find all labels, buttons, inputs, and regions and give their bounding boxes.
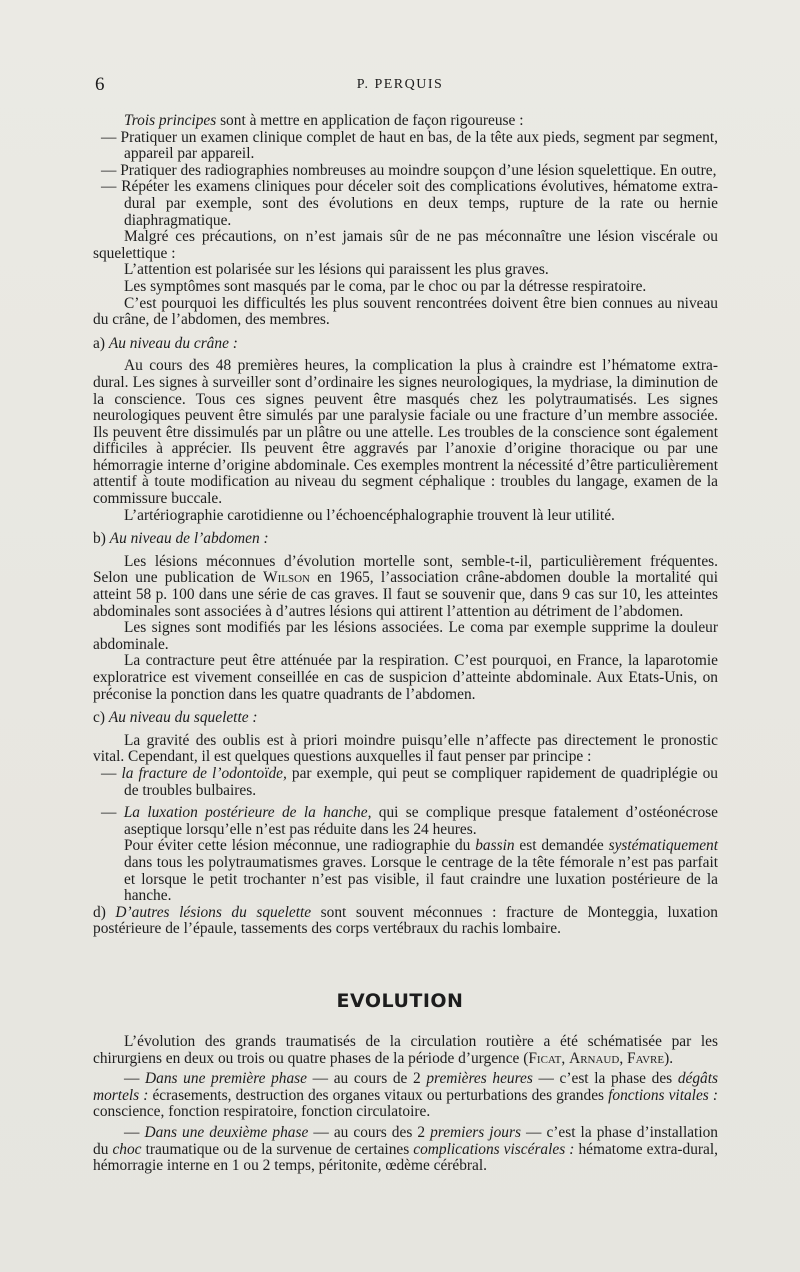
paragraph: Les lésions méconnues d’évolution mortelle sont, semble-t-il, particulièrement fréquentes. Selon une publication de Wilson en 1965, l’association crâne-abdomen double la mortalité qui atteint 58 p. 100 dans une série de cas graves. Il faut se souvenir que, dans 9 cas sur 10, les atteintes abdominales sont associées à d’autres lésions qui attirent l’attention au détriment de l’abdomen. (93, 552, 718, 620)
principle-3: — Répéter les examens cliniques pour déceler soit des complications évolutives, hématome extra-dural par exemple, sont des évolutions en deux temps, rupture de la rate ou hernie diaphragmatique. (101, 178, 718, 229)
section-heading-crane: a) Au niveau du crâne : (93, 334, 238, 352)
principle-1: — Pratiquer un examen clinique complet de haut en bas, de la tête aux pieds, segment par segment, appareil par appareil. (101, 128, 718, 163)
paragraph: L’évolution des grands traumatisés de la circulation routière a été schématisée par les chirurgiens en deux ou trois ou quatre phases de la période d’urgence (Ficat, Arnaud, Favre). (93, 1033, 718, 1067)
phase-1: — Dans une première phase — au cours de 2 premières heures — c’est la phase des dégâts mortels : écrasements, destruction des organes vitaux ou perturbations des grandes fonctions vitales : conscience, fonction respiratoire, fonction circulatoire. (93, 1070, 719, 1121)
paragraph: Au cours des 48 premières heures, la complication la plus à craindre est l’hématome extra-dural. Les signes à surveiller sont d’ordinaire les signes neurologiques, la mydriase, la diminution de la conscience. Tous ces signes peuvent être masqués chez les polytraumatisés. Les signes neurologiques peuvent être simulés par une paralysie faciale ou une fracture d’un membre associée. Ils peuvent être dissimulés par un plâtre ou une attelle. Les troubles de la conscience sont également difficiles à apprécier. Ils peuvent être aggravés par l’anoxie d’origine thoracique ou par une hémorragie interne d’origine abdominale. Ces exemples montrent la nécessité d’être particulièrement attentif à toute modification au niveau du segment céphalique : troubles du langage, examen de la commissure buccale. (93, 357, 718, 508)
section-heading-abdomen: b) Au niveau de l’abdomen : (93, 530, 269, 548)
paragraph: La gravité des oublis est à priori moindre puisqu’elle n’affecte pas directement le pronostic vital. Cependant, il est quelques questions auxquelles il faut penser par principe : (93, 731, 718, 766)
paragraph: L’artériographie carotidienne ou l’échoencéphalographie trouvent là leur utilité. (124, 506, 615, 524)
principles-intro: Trois principes sont à mettre en application de façon rigoureuse : (124, 112, 524, 129)
paragraph: Les symptômes sont masqués par le coma, par le choc ou par la détresse respiratoire. (124, 277, 647, 295)
phase-2: — Dans une deuxième phase — au cours des 2 premiers jours — c’est la phase d’installation du choc traumatique ou de la survenue de certaines complications viscérales : hématome extra-dural, hémorragie interne en 1 ou 2 temps, péritonite, œdème cérébral. (93, 1123, 719, 1175)
upper-text-block (93, 113, 718, 938)
evolution-heading: EVOLUTION (336, 990, 464, 1012)
principle-2: — Pratiquer des radiographies nombreuses au moindre soupçon d’une lésion squelettique. En outre, (101, 161, 717, 179)
paragraph-bassin: Pour éviter cette lésion méconnue, une radiographie du bassin est demandée systématiquement dans tous les polytraumatismes graves. Lorsque le centrage de la tête fémorale n’est pas parfait et lorsque le petit trochanter n’est pas visible, il faut craindre une luxation postérieure de la hanche. (124, 837, 718, 905)
paragraph: L’attention est polarisée sur les lésions qui paraissent les plus graves. (124, 261, 549, 279)
section-heading-squelette: c) Au niveau du squelette : (93, 709, 258, 727)
paragraph: La contracture peut être atténuée par la respiration. C’est pourquoi, en France, la laparotomie exploratrice est vivement conseillée en cas de suspicion d’atteinte abdominale. Aux Etats-Unis, on préconise la ponction dans les quatre quadrants de l’abdomen. (93, 652, 718, 703)
paragraph: Malgré ces précautions, on n’est jamais sûr de ne pas méconnaître une lésion viscérale ou squelettique : (93, 228, 718, 262)
lower-text-block (93, 1034, 718, 1175)
paragraph: C’est pourquoi les difficultés les plus souvent rencontrées doivent être bien connues au niveau du crâne, de l’abdomen, des membres. (93, 294, 718, 329)
paragraph-autres-lesions: d) D’autres lésions du squelette sont souvent méconnues : fracture de Monteggia, luxation postérieure de l’épaule, tassements des corps vertébraux du rachis lombaire. (93, 903, 718, 938)
running-header: P. PERQUIS (356, 77, 444, 92)
paragraph: Les signes sont modifiés par les lésions associées. Le coma par exemple supprime la douleur abdominale. (93, 619, 718, 653)
bullet-odontoide: — la fracture de l’odontoïde, par exemple, qui peut se compliquer rapidement de quadriplégie ou de troubles bulbaires. (101, 764, 718, 799)
page-number: 6 (95, 74, 105, 95)
bullet-hanche: — La luxation postérieure de la hanche, qui se complique presque fatalement d’ostéonécrose aseptique lorsqu’elle n’est pas réduite dans les 24 heures. (101, 804, 718, 838)
